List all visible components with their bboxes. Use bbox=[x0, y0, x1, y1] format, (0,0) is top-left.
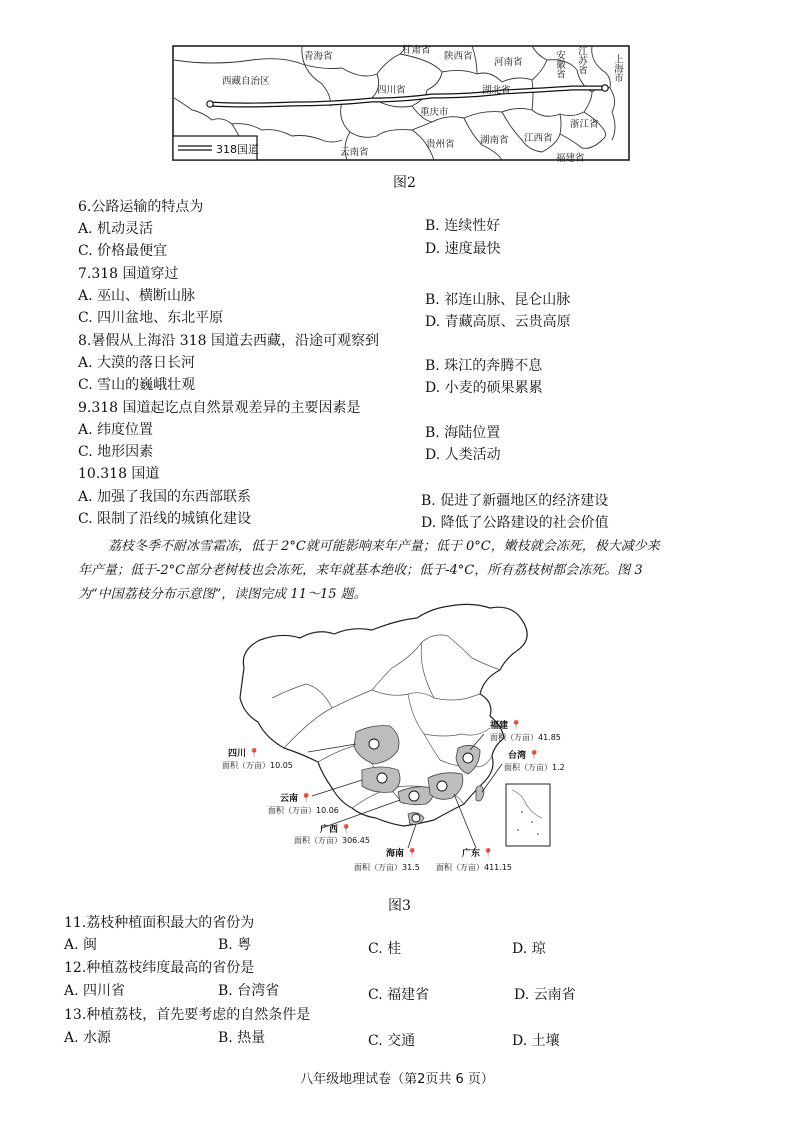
map-pin-icon: 📍 bbox=[528, 751, 541, 761]
q10-option-a: A. 加强了我国的东西部联系 bbox=[78, 489, 252, 505]
figure2-caption: 图2 bbox=[393, 175, 416, 191]
label-zhejiang: 浙江省 bbox=[570, 119, 599, 130]
q8-option-a: A. 大漠的落日长河 bbox=[78, 355, 196, 371]
q12-stem: 12.种植荔枝纬度最高的省份是 bbox=[64, 960, 255, 976]
label-shanghai: 上海市 bbox=[612, 54, 623, 83]
pin-sichuan bbox=[228, 746, 260, 759]
q6-option-c: C. 价格最便宜 bbox=[78, 243, 168, 259]
label-chongqing: 重庆市 bbox=[420, 107, 449, 118]
q11-stem: 11.荔枝种植面积最大的省份为 bbox=[64, 915, 255, 931]
label-sichuan: 四川省 bbox=[377, 85, 406, 96]
label-hunan: 湖南省 bbox=[480, 135, 509, 146]
label-henan: 河南省 bbox=[494, 57, 523, 68]
passage bbox=[78, 535, 758, 607]
pin-hainan-name: 海南 bbox=[386, 849, 405, 859]
q9-option-b: B. 海陆位置 bbox=[425, 425, 501, 441]
pin-fujian-name: 福建 bbox=[490, 721, 509, 731]
q7-option-a: A. 巫山、横断山脉 bbox=[78, 288, 196, 304]
q7-option-b: B. 祁连山脉、昆仑山脉 bbox=[425, 292, 571, 308]
pin-fujian bbox=[490, 718, 522, 731]
q13-option-d: D. 土壤 bbox=[512, 1033, 560, 1049]
q8-option-d: D. 小麦的硕果累累 bbox=[425, 380, 543, 396]
map-pin-icon: 📍 bbox=[482, 849, 495, 859]
pin-guangdong bbox=[462, 846, 494, 859]
pin-sichuan-name: 四川 bbox=[228, 749, 247, 759]
q10-stem: 10.318 国道 bbox=[78, 466, 160, 482]
label-xizang: 西藏自治区 bbox=[222, 76, 270, 87]
map-pin-icon: 📍 bbox=[340, 825, 353, 835]
passage-line-3: 为“中国荔枝分布示意图”，读图完成 11～15 题。 bbox=[78, 587, 367, 602]
pin-guangxi bbox=[320, 822, 352, 835]
pin-guangxi-area: 面积（万亩）306.45 bbox=[294, 836, 370, 845]
label-qinghai: 青海省 bbox=[304, 51, 333, 62]
q6-stem: 6.公路运输的特点为 bbox=[78, 199, 204, 215]
figure3-map bbox=[222, 598, 567, 886]
q12-option-c: C. 福建省 bbox=[368, 987, 430, 1003]
south-sea-inset bbox=[506, 784, 550, 846]
label-anhui: 安徽省 bbox=[554, 50, 565, 79]
q6-option-b: B. 连续性好 bbox=[425, 218, 501, 234]
q13-option-c: C. 交通 bbox=[368, 1033, 416, 1049]
q7-option-d: D. 青藏高原、云贵高原 bbox=[425, 314, 571, 330]
q11-option-c: C. 桂 bbox=[368, 941, 402, 957]
q12-option-a: A. 四川省 bbox=[64, 983, 126, 999]
passage-line-1: 荔枝冬季不耐冰雪霜冻，低于 2°C就可能影响来年产量；低于 0°C，嫩枝就会冻死，极大减少来 bbox=[108, 539, 660, 554]
label-jiangsu: 江苏省 bbox=[576, 46, 587, 75]
label-yunnan: 云南省 bbox=[340, 147, 369, 158]
q8-stem: 8.暑假从上海沿 318 国道去西藏，沿途可观察到 bbox=[78, 333, 379, 349]
q10-option-d: D. 降低了公路建设的社会价值 bbox=[421, 515, 609, 531]
q6-option-a: A. 机动灵活 bbox=[78, 221, 154, 237]
q7-option-c: C. 四川盆地、东北平原 bbox=[78, 310, 224, 326]
q10-option-b: B. 促进了新疆地区的经济建设 bbox=[421, 493, 609, 509]
label-jiangxi: 江西省 bbox=[524, 133, 553, 144]
pin-taiwan-name: 台湾 bbox=[508, 751, 527, 761]
pin-guangdong-name: 广东 bbox=[462, 849, 481, 859]
pin-guangdong-area: 面积（万亩）411.15 bbox=[436, 863, 512, 872]
q13-option-b: B. 热量 bbox=[218, 1030, 266, 1046]
map-pin-icon: 📍 bbox=[406, 849, 419, 859]
label-fujian: 福建省 bbox=[556, 153, 585, 164]
label-shaanxi: 陕西省 bbox=[444, 51, 473, 62]
q7-stem: 7.318 国道穿过 bbox=[78, 266, 179, 282]
q9-option-d: D. 人类活动 bbox=[425, 447, 501, 463]
q13-option-a: A. 水源 bbox=[64, 1030, 112, 1046]
q8-option-c: C. 雪山的巍峨壮观 bbox=[78, 377, 196, 393]
figure2-map bbox=[172, 40, 632, 168]
map-pin-icon: 📍 bbox=[248, 749, 261, 759]
pin-guangxi-name: 广西 bbox=[320, 825, 339, 835]
q11-option-d: D. 琼 bbox=[512, 941, 546, 957]
pin-fujian-area: 面积（万亩）41.85 bbox=[490, 733, 561, 742]
q9-option-c: C. 地形因素 bbox=[78, 444, 154, 460]
pin-yunnan-name: 云南 bbox=[280, 794, 299, 804]
map-pin-icon: 📍 bbox=[510, 721, 523, 731]
q11-option-b: B. 粤 bbox=[218, 937, 252, 953]
pin-taiwan bbox=[508, 748, 540, 761]
label-hubei: 湖北省 bbox=[482, 85, 511, 96]
q11-option-a: A. 闽 bbox=[64, 937, 98, 953]
q9-option-a: A. 纬度位置 bbox=[78, 422, 154, 438]
q8-option-b: B. 珠江的奔腾不息 bbox=[425, 358, 543, 374]
figure3-caption: 图3 bbox=[388, 898, 411, 914]
pin-taiwan-area: 面积（万亩）1.2 bbox=[504, 763, 565, 772]
q12-option-b: B. 台湾省 bbox=[218, 983, 280, 999]
pin-yunnan-area: 面积（万亩）10.06 bbox=[268, 806, 339, 815]
pin-hainan-area: 面积（万亩）31.5 bbox=[354, 863, 420, 872]
map-pin-icon: 📍 bbox=[300, 794, 313, 804]
pin-yunnan bbox=[280, 791, 312, 804]
pin-sichuan-area: 面积（万亩）10.05 bbox=[222, 761, 293, 770]
legend-label: 318国道 bbox=[216, 143, 259, 156]
label-gansu: 甘肃省 bbox=[402, 45, 431, 56]
q6-option-d: D. 速度最快 bbox=[425, 241, 501, 257]
q9-stem: 9.318 国道起讫点自然景观差异的主要因素是 bbox=[78, 400, 361, 416]
pin-hainan bbox=[386, 846, 418, 859]
q10-option-c: C. 限制了沿线的城镇化建设 bbox=[78, 511, 252, 527]
passage-line-2: 年产量；低于-2°C部分老树枝也会冻死，来年就基本绝收；低于-4°C，所有荔枝树都会冻死。图 3 bbox=[78, 563, 643, 578]
q12-option-d: D. 云南省 bbox=[514, 987, 576, 1003]
label-guizhou: 贵州省 bbox=[426, 139, 455, 150]
page-footer: 八年级地理试卷（第2页共 6 页） bbox=[300, 1072, 494, 1087]
q13-stem: 13.种植荔枝，首先要考虑的自然条件是 bbox=[64, 1007, 311, 1023]
